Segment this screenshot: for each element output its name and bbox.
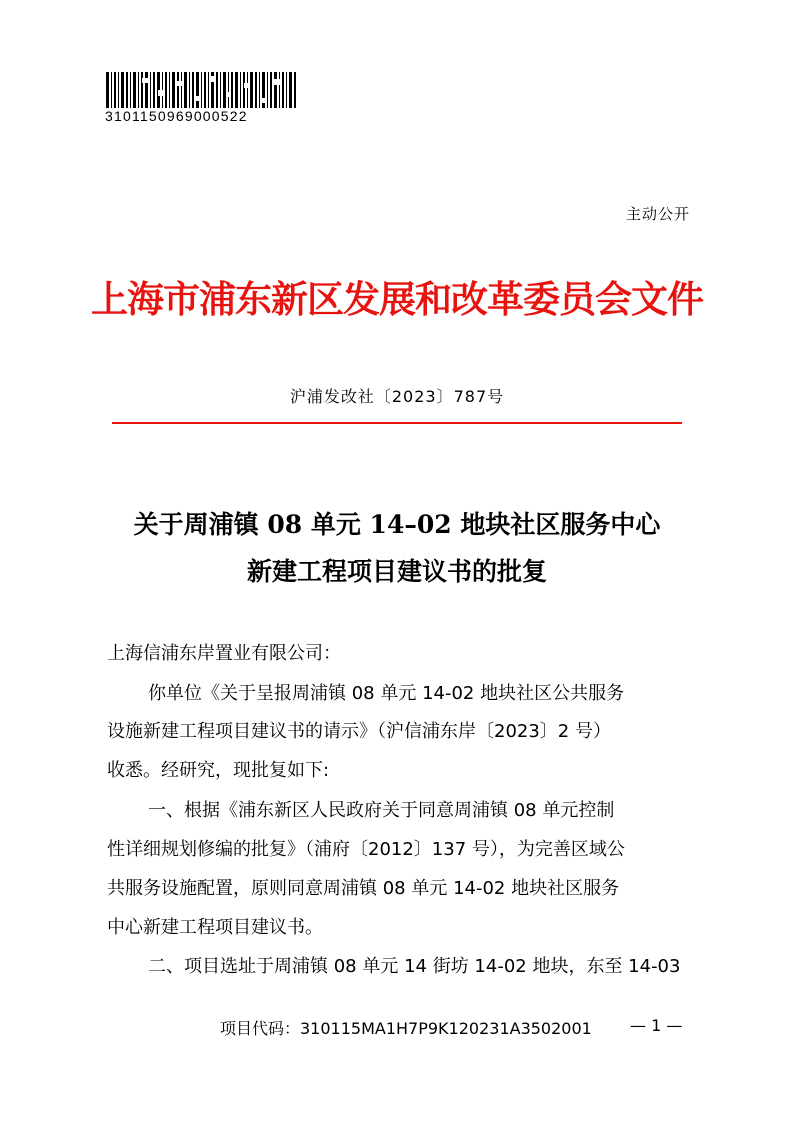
page-number: — 1 — [630, 1016, 683, 1035]
disclosure-label: 主动公开 [625, 205, 690, 223]
body-line-2: 设施新建工程项目建议书的请示》（沪信浦东岸〔2023〕2 号） [107, 721, 611, 742]
body-line-5: 性详细规划修编的批复》（浦府〔2012〕137 号），为完善区域公 [107, 839, 625, 860]
document-title-line-2: 新建工程项目建议书的批复 [246, 557, 547, 586]
body-line-4: 一、根据《浦东新区人民政府关于同意周浦镇 08 单元控制 [148, 800, 615, 821]
body-line-8: 二、项目选址于周浦镇 08 单元 14 街坊 14-02 地块，东至 14-03 [148, 956, 681, 977]
body-line-3: 收悉。经研究，现批复如下: [107, 760, 330, 781]
recipient: 上海信浦东岸置业有限公司： [107, 643, 341, 664]
document-title-line-1: 关于周浦镇 08 单元 14–02 地块社区服务中心 [133, 510, 661, 539]
project-code: 项目代码：310115MA1H7P9K120231A3502001 [220, 1019, 592, 1038]
red-divider [112, 422, 682, 424]
document-number: 沪浦发改社〔2023〕787号 [289, 387, 505, 406]
barcode [106, 72, 296, 108]
body-line-1: 你单位《关于呈报周浦镇 08 单元 14-02 地块社区公共服务 [148, 683, 625, 704]
body-line-7: 中心新建工程项目建议书。 [107, 917, 323, 938]
barcode-number: 3101150969000522 [105, 108, 248, 124]
body-line-6: 共服务设施配置，原则同意周浦镇 08 单元 14-02 地块社区服务 [107, 878, 620, 899]
issuer-heading: 上海市浦东新区发展和改革委员会文件 [91, 277, 703, 321]
